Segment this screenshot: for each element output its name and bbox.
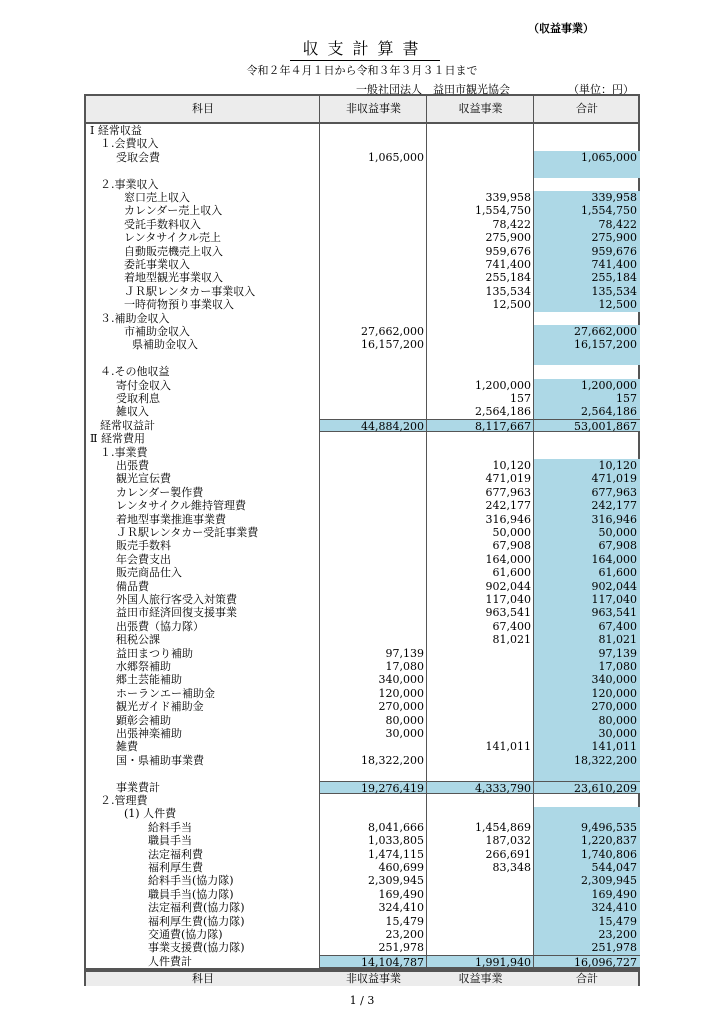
total-amount: 251,978 <box>534 941 640 954</box>
profit-amount: 902,044 <box>485 579 531 593</box>
row-label: ４.その他収益 <box>100 365 170 379</box>
table-row <box>86 271 638 284</box>
row-label: 受託手数料収入 <box>124 217 201 231</box>
total-amount: 18,322,200 <box>534 754 640 767</box>
total-amount: 169,490 <box>534 888 640 901</box>
profit-amount: 255,184 <box>485 271 531 285</box>
row-label: 観光宣伝費 <box>116 472 171 486</box>
header-total: 合計 <box>576 102 598 115</box>
profit-amount: 242,177 <box>485 499 531 513</box>
table-row <box>86 446 638 459</box>
table-row <box>86 673 638 686</box>
table-row <box>86 539 638 552</box>
non-profit-amount: 1,065,000 <box>368 150 424 164</box>
table-row <box>86 606 638 619</box>
row-label: 顕彰会補助 <box>116 713 171 727</box>
total-amount: 30,000 <box>534 727 640 740</box>
non-profit-amount: 18,322,200 <box>361 753 424 767</box>
table-row <box>86 245 638 258</box>
profit-amount: 12,500 <box>492 298 531 312</box>
row-label: ２.管理費 <box>100 794 148 807</box>
row-label: 年会費支出 <box>116 552 171 566</box>
next-page-header-fragment <box>84 970 640 986</box>
table-row <box>86 834 638 847</box>
total-amount: 135,534 <box>534 285 640 298</box>
row-label: 郷土芸能補助 <box>116 673 182 687</box>
total-amount: 677,963 <box>534 486 640 499</box>
row-label: 経常収益計 <box>100 418 155 432</box>
total-amount: 544,047 <box>534 861 640 874</box>
total-amount: 340,000 <box>534 673 640 686</box>
table-row <box>86 365 638 378</box>
row-label: 雑費 <box>116 740 138 754</box>
row-label: 外国人旅行客受入対策費 <box>116 593 237 606</box>
profit-amount: 963,541 <box>485 606 531 620</box>
table-row <box>86 405 638 418</box>
profit-amount: 959,676 <box>485 244 531 258</box>
non-profit-amount: 19,276,419 <box>320 781 427 794</box>
table-row <box>86 312 638 325</box>
total-amount: 2,564,186 <box>534 405 640 418</box>
total-amount: 255,184 <box>534 271 640 284</box>
row-label: 販売手数料 <box>116 539 171 553</box>
row-label: ２.事業収入 <box>100 177 159 191</box>
profit-amount: 471,019 <box>485 472 531 486</box>
total-amount: 12,500 <box>534 298 640 311</box>
total-amount: 275,900 <box>534 231 640 244</box>
row-label: 益田市経済回復支援事業 <box>116 606 237 620</box>
profit-amount: 78,422 <box>492 217 531 231</box>
row-label: 自動販売機売上収入 <box>124 244 223 258</box>
total-amount: 67,400 <box>534 620 640 633</box>
table-row <box>86 218 638 231</box>
table-row <box>86 700 638 713</box>
non-profit-amount: 14,104,787 <box>320 955 427 968</box>
profit-amount: 2,564,186 <box>475 405 531 419</box>
table-row <box>86 928 638 941</box>
row-label: 法定福利費(協力隊) <box>148 901 245 915</box>
header-non-profit: 非収益事業 <box>346 972 401 985</box>
row-label: 交通費(協力隊) <box>148 928 223 941</box>
non-profit-amount: 120,000 <box>378 686 424 700</box>
non-profit-amount: 30,000 <box>385 727 424 740</box>
profit-amount: 1,454,869 <box>475 820 531 834</box>
total-amount: 61,600 <box>534 566 640 579</box>
header-profit: 収益事業 <box>458 972 503 985</box>
row-label: 県補助金収入 <box>132 338 198 352</box>
total-amount: 16,096,727 <box>534 955 640 968</box>
table-row <box>86 513 638 526</box>
table-row <box>86 580 638 593</box>
total-amount: 959,676 <box>534 245 640 258</box>
row-label: 水郷祭補助 <box>116 660 171 673</box>
total-amount: 67,908 <box>534 539 640 552</box>
row-label: カレンダー売上収入 <box>124 204 223 218</box>
row-label: 着地型事業推進事業費 <box>116 512 226 526</box>
total-amount: 27,662,000 <box>534 325 640 338</box>
row-label: ホーランエー補助金 <box>116 686 215 700</box>
fiscal-period: 令和２年４月１日から令和３年３月３１日まで <box>246 64 478 77</box>
profit-amount: 187,032 <box>485 834 531 848</box>
row-label: 販売商品仕入 <box>116 566 182 580</box>
profit-amount: 1,554,750 <box>475 204 531 218</box>
non-profit-amount: 17,080 <box>385 660 424 673</box>
non-profit-amount: 8,041,666 <box>368 820 424 834</box>
total-amount: 9,496,535 <box>534 821 640 834</box>
row-label: ＪＲ駅レンタカー受託事業費 <box>116 526 259 539</box>
row-label: 法定福利費 <box>148 847 203 861</box>
profit-amount: 8,117,667 <box>427 419 534 432</box>
table-row <box>86 915 638 928</box>
table-row <box>86 459 638 472</box>
total-amount: 316,946 <box>534 513 640 526</box>
total-amount <box>534 807 640 820</box>
header-profit: 収益事業 <box>458 102 503 115</box>
table-header <box>86 96 638 124</box>
row-label: 給料手当(協力隊) <box>148 874 234 888</box>
table-row <box>86 647 638 660</box>
profit-amount: 50,000 <box>492 526 531 539</box>
profit-amount: 10,120 <box>492 459 531 472</box>
row-label: カレンダー製作費 <box>116 485 204 499</box>
total-amount: 141,011 <box>534 740 640 753</box>
total-row <box>86 955 638 968</box>
table-row <box>86 633 638 646</box>
total-amount: 81,021 <box>534 633 640 646</box>
non-profit-amount: 27,662,000 <box>361 325 424 338</box>
row-label: 寄付金収入 <box>116 378 171 392</box>
table-row <box>86 298 638 311</box>
total-amount: 2,309,945 <box>534 874 640 887</box>
row-label: Ⅱ 経常費用 <box>90 432 145 446</box>
row-label: ３.補助金収入 <box>100 311 170 325</box>
non-profit-amount: 97,139 <box>385 646 424 660</box>
total-amount: 471,019 <box>534 472 640 485</box>
table-row <box>86 687 638 700</box>
profit-amount: 4,333,790 <box>427 781 534 794</box>
profit-amount: 157 <box>510 392 531 405</box>
header-non-profit: 非収益事業 <box>346 102 401 115</box>
non-profit-amount: 169,490 <box>378 887 424 901</box>
table-row <box>86 714 638 727</box>
row-label: １.会費収入 <box>100 137 159 151</box>
row-label: 租税公課 <box>116 633 160 647</box>
header-total: 合計 <box>576 972 598 985</box>
total-amount: 78,422 <box>534 218 640 231</box>
business-type-tag: （収益事業） <box>528 22 594 35</box>
row-label: 一時荷物預り事業収入 <box>124 298 234 312</box>
non-profit-amount: 80,000 <box>385 713 424 727</box>
table-row <box>86 740 638 753</box>
total-amount: 1,200,000 <box>534 379 640 392</box>
row-label: 備品費 <box>116 579 149 593</box>
total-amount: 117,040 <box>534 593 640 606</box>
total-amount: 50,000 <box>534 526 640 539</box>
table-row <box>86 807 638 820</box>
spacer-row <box>86 164 638 177</box>
row-label: ＪＲ駅レンタカー事業収入 <box>124 284 256 298</box>
header-account: 科目 <box>192 102 214 115</box>
table-row <box>86 178 638 191</box>
table-row <box>86 325 638 338</box>
header-account: 科目 <box>192 972 214 985</box>
total-amount: 902,044 <box>534 580 640 593</box>
row-label: 事業費計 <box>116 780 160 794</box>
row-label: 益田まつり補助 <box>116 646 193 660</box>
row-label: 委託事業収入 <box>124 258 190 271</box>
total-amount: 23,610,209 <box>534 781 640 794</box>
table-row <box>86 861 638 874</box>
table-row <box>86 285 638 298</box>
row-label: 受取会費 <box>116 150 160 164</box>
row-label: 窓口売上収入 <box>124 191 190 204</box>
table-row <box>86 620 638 633</box>
total-amount: 164,000 <box>534 553 640 566</box>
organization-name: 一般社団法人 益田市観光協会 <box>356 83 510 96</box>
non-profit-amount: 1,033,805 <box>368 834 424 848</box>
table-row <box>86 499 638 512</box>
table-row <box>86 432 638 445</box>
total-amount: 80,000 <box>534 714 640 727</box>
row-label: 市補助金収入 <box>124 325 190 338</box>
total-amount: 1,740,806 <box>534 848 640 861</box>
row-label: 福利厚生費 <box>148 861 203 874</box>
profit-amount: 316,946 <box>485 512 531 526</box>
spacer-row <box>86 352 638 365</box>
total-amount: 324,410 <box>534 901 640 914</box>
profit-amount: 135,534 <box>485 284 531 298</box>
table-row <box>86 472 638 485</box>
non-profit-amount: 23,200 <box>385 928 424 941</box>
table-row <box>86 379 638 392</box>
table-row <box>86 392 638 405</box>
row-label: レンタサイクル売上 <box>124 231 221 245</box>
table-row <box>86 888 638 901</box>
table-row <box>86 553 638 566</box>
profit-amount: 141,011 <box>485 740 531 754</box>
profit-amount: 1,200,000 <box>475 378 531 392</box>
row-label: １.事業費 <box>100 445 148 459</box>
table-row <box>86 191 638 204</box>
profit-amount: 741,400 <box>485 258 531 271</box>
table-row <box>86 821 638 834</box>
total-amount <box>534 352 640 365</box>
total-amount: 1,554,750 <box>534 204 640 217</box>
row-label: 福利厚生費(協力隊) <box>148 914 245 928</box>
row-label: 観光ガイド補助金 <box>116 700 204 714</box>
row-label: (1) 人件費 <box>124 807 177 821</box>
total-amount: 120,000 <box>534 687 640 700</box>
profit-amount: 61,600 <box>492 566 531 580</box>
non-profit-amount: 15,479 <box>385 914 424 928</box>
row-label: 受取利息 <box>116 392 160 405</box>
table-row <box>86 727 638 740</box>
total-row <box>86 419 638 432</box>
non-profit-amount: 460,699 <box>378 861 424 874</box>
table-row <box>86 486 638 499</box>
row-label: 出張費 <box>116 459 149 472</box>
row-label: 事業支援費(協力隊) <box>148 941 245 955</box>
row-label: 職員手当(協力隊) <box>148 887 234 901</box>
table-row <box>86 941 638 954</box>
total-amount: 97,139 <box>534 647 640 660</box>
profit-amount: 275,900 <box>485 231 531 245</box>
table-row <box>86 204 638 217</box>
table-row <box>86 660 638 673</box>
total-amount <box>534 164 640 177</box>
non-profit-amount: 44,884,200 <box>320 419 427 432</box>
row-label: レンタサイクル維持管理費 <box>116 499 246 513</box>
total-amount: 15,479 <box>534 915 640 928</box>
non-profit-amount: 340,000 <box>378 673 424 687</box>
total-amount: 16,157,200 <box>534 338 640 351</box>
table-row <box>86 874 638 887</box>
currency-unit: （単位：円） <box>568 83 634 96</box>
total-amount: 1,065,000 <box>534 151 640 164</box>
profit-amount: 164,000 <box>485 552 531 566</box>
table-row <box>86 566 638 579</box>
table-row <box>86 794 638 807</box>
table-row <box>86 258 638 271</box>
non-profit-amount: 324,410 <box>378 901 424 915</box>
table-row <box>86 848 638 861</box>
non-profit-amount: 270,000 <box>378 700 424 714</box>
total-amount: 339,958 <box>534 191 640 204</box>
profit-amount: 67,400 <box>492 619 531 633</box>
row-label: 国・県補助事業費 <box>116 753 204 767</box>
non-profit-amount: 16,157,200 <box>361 338 424 352</box>
table-row <box>86 593 638 606</box>
row-label: 出張費（協力隊） <box>116 619 204 633</box>
row-label: Ⅰ 経常収益 <box>90 124 142 137</box>
total-amount <box>534 767 640 780</box>
row-label: 着地型観光事業収入 <box>124 271 223 285</box>
total-row <box>86 781 638 794</box>
page-number: 1 / 3 <box>349 994 375 1007</box>
table-row <box>86 338 638 351</box>
profit-amount: 83,348 <box>492 861 531 874</box>
table-row <box>86 124 638 137</box>
row-label: 雑収入 <box>116 405 149 419</box>
total-amount: 17,080 <box>534 660 640 673</box>
table-row <box>86 231 638 244</box>
non-profit-amount: 251,978 <box>378 941 424 955</box>
profit-amount: 339,958 <box>485 191 531 204</box>
total-amount: 10,120 <box>534 459 640 472</box>
profit-amount: 67,908 <box>492 539 531 553</box>
profit-amount: 81,021 <box>492 633 531 647</box>
total-amount: 53,001,867 <box>534 419 640 432</box>
table-row <box>86 526 638 539</box>
non-profit-amount: 1,474,115 <box>368 847 424 861</box>
row-label: 給料手当 <box>148 820 192 834</box>
profit-amount: 117,040 <box>485 593 531 606</box>
profit-amount: 677,963 <box>485 485 531 499</box>
total-amount: 270,000 <box>534 700 640 713</box>
row-label: 人件費計 <box>148 954 192 968</box>
profit-amount: 1,991,940 <box>427 955 534 968</box>
table-row <box>86 137 638 150</box>
non-profit-amount: 2,309,945 <box>368 874 424 888</box>
document-title: 収支計算書 <box>290 36 440 61</box>
total-amount: 741,400 <box>534 258 640 271</box>
income-statement-table <box>84 94 640 970</box>
total-amount: 963,541 <box>534 606 640 619</box>
table-row <box>86 754 638 767</box>
total-amount: 23,200 <box>534 928 640 941</box>
row-label: 出張神楽補助 <box>116 727 182 740</box>
table-row <box>86 151 638 164</box>
total-amount: 157 <box>534 392 640 405</box>
total-amount: 1,220,837 <box>534 834 640 847</box>
total-amount: 242,177 <box>534 499 640 512</box>
row-label: 職員手当 <box>148 834 192 848</box>
table-row <box>86 901 638 914</box>
profit-amount: 266,691 <box>485 847 531 861</box>
spacer-row <box>86 767 638 780</box>
